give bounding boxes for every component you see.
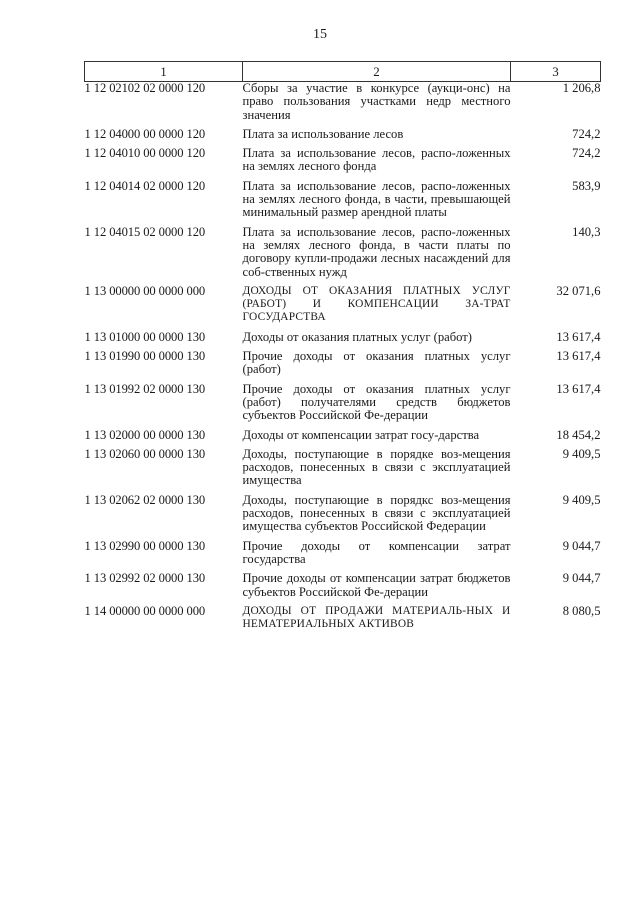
table-row (85, 331, 601, 350)
table-row (85, 285, 601, 331)
amount-value: 9 044,7 (562, 571, 601, 586)
table-row (85, 383, 601, 429)
classification-code: 1 13 02000 00 0000 130 (84, 427, 206, 442)
revenue-name: Плата за использование лесов, распо-ложенных на землях лесного фонда, в части платы по договору купли-продажи лесных насаждений для соб-ственных нужд (242, 224, 511, 279)
revenue-name: Прочие доходы от оказания платных услуг (работ) (242, 349, 511, 377)
page-number: 15 (313, 27, 327, 42)
amount-value: 9 409,5 (562, 492, 601, 507)
table-row (85, 350, 601, 383)
amount-value: 9 044,7 (562, 538, 601, 553)
amount-value: 13 617,4 (556, 381, 601, 396)
revenue-name: ДОХОДЫ ОТ ОКАЗАНИЯ ПЛАТНЫХ УСЛУГ (РАБОТ) И КОМПЕНСАЦИИ ЗА-ТРАТ ГОСУДАРСТВА (242, 284, 511, 324)
amount-value: 724,2 (572, 146, 601, 161)
table-row (85, 226, 601, 285)
amount-value: 9 409,5 (562, 446, 601, 461)
classification-code: 1 13 02062 02 0000 130 (84, 492, 206, 507)
classification-code: 1 12 04014 02 0000 120 (84, 178, 206, 193)
classification-code: 1 13 02992 02 0000 130 (84, 571, 206, 586)
revenue-name: Доходы, поступающие в порядке воз-мещения расходов, понесенных в связи с эксплуатацией имущества (242, 446, 511, 488)
amount-value: 8 080,5 (562, 603, 601, 618)
header-col-amount: 3 (511, 62, 601, 82)
header-col-name: 2 (243, 62, 511, 82)
classification-code: 1 13 01992 02 0000 130 (84, 381, 206, 396)
classification-code: 1 12 02102 02 0000 120 (84, 81, 206, 95)
revenue-name: Прочие доходы от компенсации затрат бюджетов субъектов Российской Фе-дерации (242, 571, 511, 599)
classification-code: 1 13 01990 00 0000 130 (84, 349, 206, 364)
amount-value: 1 206,8 (562, 81, 601, 95)
amount-value: 583,9 (572, 178, 601, 193)
table-row (85, 82, 601, 128)
table-row (85, 128, 601, 147)
table-row (85, 147, 601, 180)
table-row (85, 448, 601, 494)
table-row (85, 429, 601, 448)
amount-value: 18 454,2 (556, 427, 601, 442)
classification-code: 1 12 04010 00 0000 120 (84, 146, 206, 161)
table-row (85, 605, 601, 638)
revenue-name: Доходы, поступающие в порядкс воз-мещения расходов, понесенных в связи с эксплуатацией имущества субъектов Российской Федерации (242, 492, 511, 534)
classification-code: 1 14 00000 00 0000 000 (84, 603, 206, 618)
revenue-table (84, 61, 601, 637)
table-row (85, 180, 601, 226)
classification-code: 1 12 04015 02 0000 120 (84, 224, 206, 239)
table-body (85, 82, 601, 638)
revenue-name: Плата за использование лесов, распо-ложенных на землях лесного фонда, в части, превышающей минимальный размер арендной платы (242, 178, 511, 220)
amount-value: 13 617,4 (556, 349, 601, 364)
revenue-name: Плата за использование лесов, распо-ложенных на землях лесного фонда (242, 146, 511, 174)
table-row (85, 540, 601, 573)
amount-value: 724,2 (572, 126, 601, 141)
amount-value: 32 071,6 (556, 283, 601, 298)
revenue-name: Прочие доходы от оказания платных услуг (работ) получателями средств бюджетов субъектов Российской Фе-дерации (242, 381, 511, 423)
classification-code: 1 13 02990 00 0000 130 (84, 538, 206, 553)
revenue-name: Плата за использование лесов (242, 126, 404, 141)
revenue-name: Прочие доходы от компенсации затрат государства (242, 538, 511, 566)
classification-code: 1 13 00000 00 0000 000 (84, 283, 206, 298)
table-row (85, 572, 601, 605)
amount-value: 140,3 (572, 224, 601, 239)
table-header (85, 62, 601, 82)
revenue-name: Доходы от компенсации затрат госу-дарства (242, 427, 480, 442)
revenue-name: Доходы от оказания платных услуг (работ) (242, 329, 472, 344)
table-row (85, 494, 601, 540)
header-row (85, 62, 601, 82)
revenue-name: ДОХОДЫ ОТ ПРОДАЖИ МАТЕРИАЛЬ-НЫХ И НЕМАТЕРИАЛЬНЫХ АКТИВОВ (242, 604, 511, 631)
classification-code: 1 12 04000 00 0000 120 (84, 126, 206, 141)
amount-value: 13 617,4 (556, 329, 601, 344)
revenue-name: Сборы за участие в конкурсе (аукци-онс) на право пользования участками недр местного значения (242, 81, 511, 122)
classification-code: 1 13 01000 00 0000 130 (84, 329, 206, 344)
header-col-code: 1 (85, 62, 243, 82)
classification-code: 1 13 02060 00 0000 130 (84, 446, 206, 461)
